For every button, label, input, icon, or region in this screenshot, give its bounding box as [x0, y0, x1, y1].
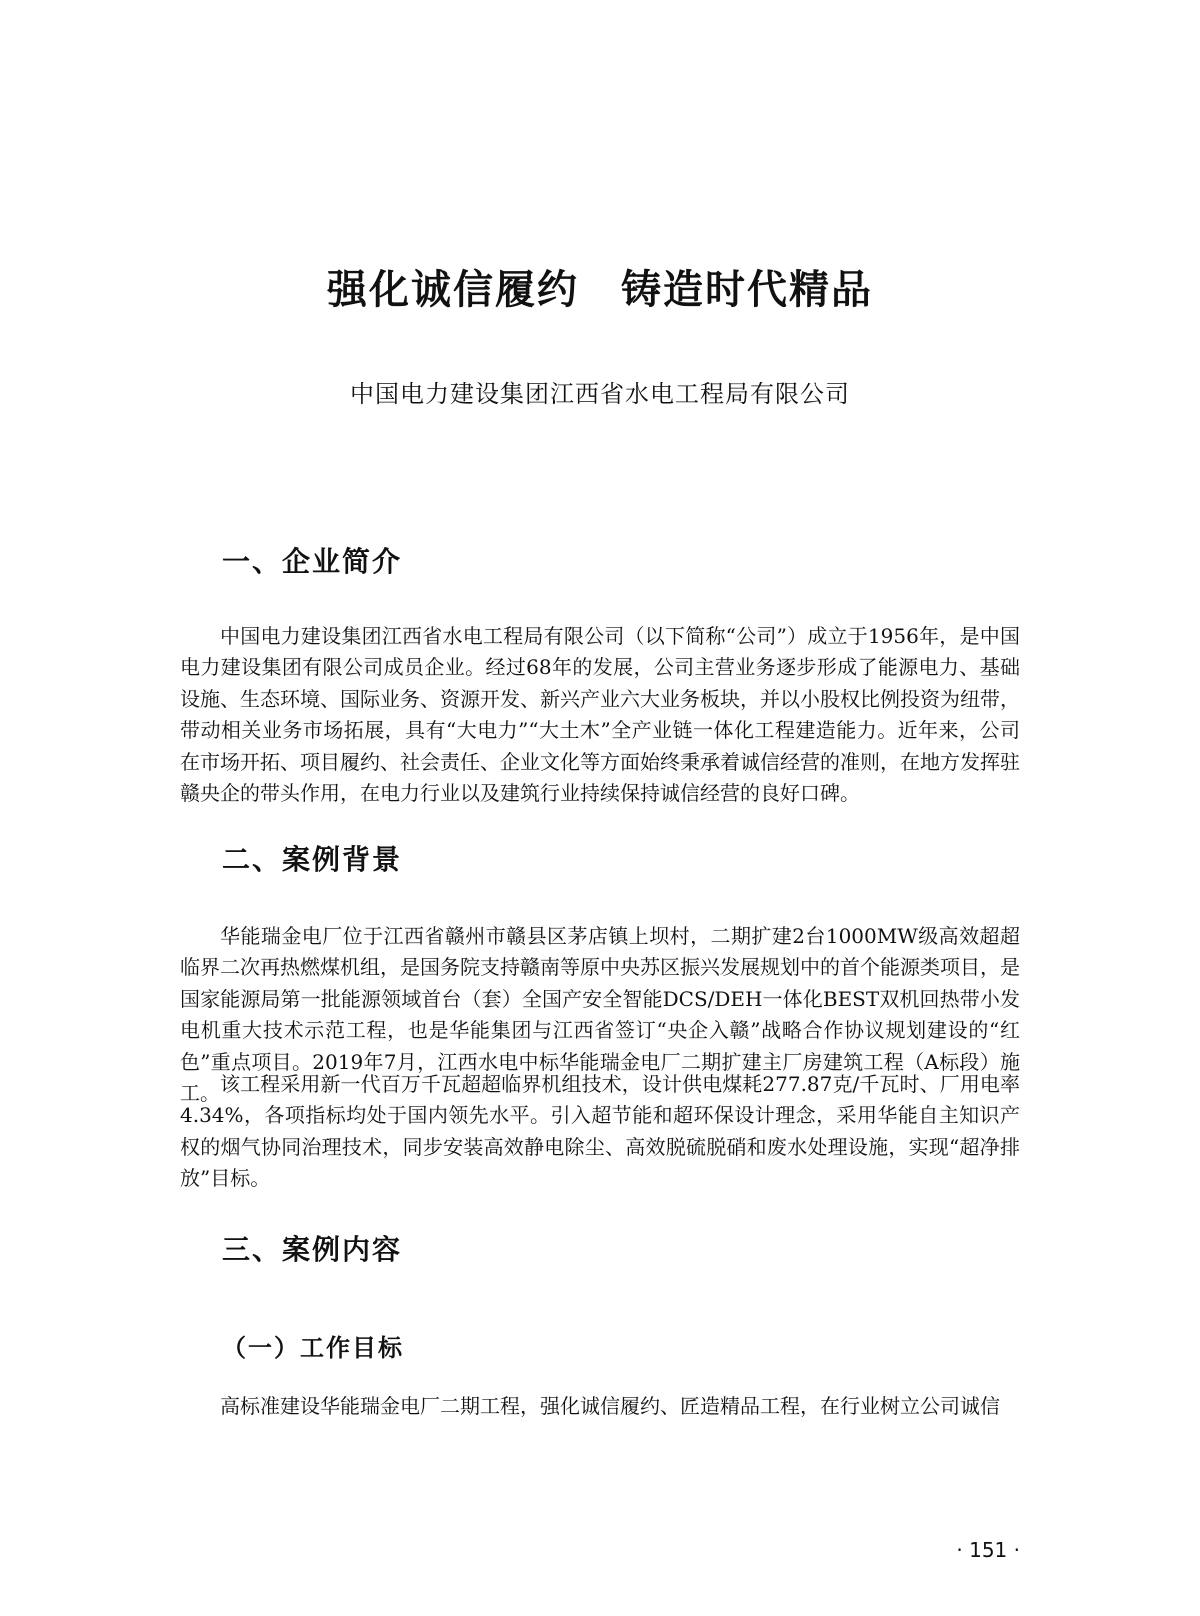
paragraph-work-goal: 高标准建设华能瑞金电厂二期工程，强化诚信履约、匠造精品工程，在行业树立公司诚信: [220, 1394, 1000, 1418]
paragraph-case-background-2: 该工程采用新一代百万千瓦超超临界机组技术，设计供电煤耗277.87克/千瓦时、厂用电率4.34%，各项指标均处于国内领先水平。引入超节能和超环保设计理念，采用华能自主知识产权的烟气协同治理技术，同步安装高效静电除尘、高效脱硫脱硝和废水处理设施，实现“超净排放”目标。: [180, 1072, 1020, 1191]
section-heading-case-content: 三、案例内容: [222, 1233, 403, 1266]
paragraph-company-profile: 中国电力建设集团江西省水电工程局有限公司（以下简称“公司”）成立于1956年，是中国电力建设集团有限公司成员企业。经过68年的发展，公司主营业务逐步形成了能源电力、基础设施、生态环境、国际业务、资源开发、新兴产业六大业务板块，并以小股权比例投资为纽带，带动相关业务市场拓展，具有“大电力”“大土木”全产业链一体化工程建造能力。近年来，公司在市场开拓、项目履约、社会责任、企业文化等方面始终秉承着诚信经营的准则，在地方发挥驻赣央企的带头作用，在电力行业以及建筑行业持续保持诚信经营的良好口碑。: [180, 624, 1020, 806]
page-number: · 151 ·: [956, 1538, 1020, 1562]
author-organization: 中国电力建设集团江西省水电工程局有限公司: [350, 380, 850, 408]
section-heading-company-profile: 一、企业简介: [222, 545, 403, 578]
section-heading-case-background: 二、案例背景: [222, 843, 403, 876]
document-title: 强化诚信履约 铸造时代精品: [327, 266, 873, 313]
subsection-heading-work-goal: （一）工作目标: [222, 1333, 404, 1362]
paragraph-case-background-1: 华能瑞金电厂位于江西省赣州市赣县区茅店镇上坝村，二期扩建2台1000MW级高效超超临界二次再热燃煤机组，是国务院支持赣南等原中央苏区振兴发展规划中的首个能源类项目，是国家能源局第一批能源领域首台（套）全国产安全智能DCS/DEH一体化BEST双机回热带小发电机重大技术示范工程，也是华能集团与江西省签订“央企入赣”战略合作协议规划建设的“红色”重点项目。2019年7月，江西水电中标华能瑞金电厂二期扩建主厂房建筑工程（A标段）施工。: [180, 924, 1020, 1106]
